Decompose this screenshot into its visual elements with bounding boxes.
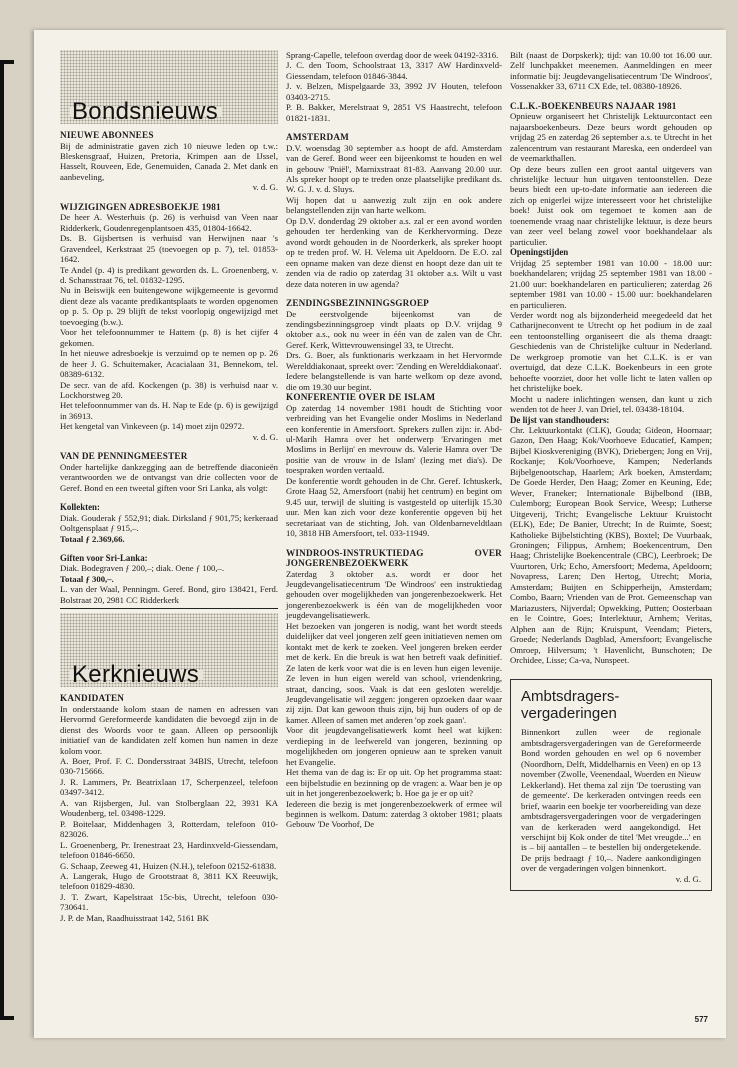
zendings-paragraph: Drs. G. Boer, als funktionaris werkzaam in het Hervormde Werelddiakonaat, spreekt over: 'Zending en Werelddiakonaat'. <box>286 350 502 371</box>
ambtsdragers-text: Binnenkort zullen weer de regionale ambtsdragersvergaderingen van de Gereformeerde Bond worden gehouden en wel op 6 november (Noordhorn, Delft, Middelharnis en Veen) en op 13 november (Zwolle, Veenendaal, Woerden en Nieuw Lekkerland). Het thema zal zijn 'De toerusting van de gemeente'. De kerkeraden ontvingen reeds een brief, waarin een boekje ter voorbereiding van deze ambtsdragersvergaderingen voor de vergaderingen van de kerkeraden werd aangekondigd. Het verschijnt bij Kok onder de titel 'Met vreugde...' en is – bij aantallen – te bestellen bij ondergetekende. De prijs bedraagt ƒ 10,–. Nadere aankondigingen over de vergaderingen volgen binnenkort. <box>521 727 701 874</box>
ambtsdragers-title <box>521 688 701 722</box>
page-number: 577 <box>694 1015 708 1024</box>
kerknieuws-title: Kerknieuws <box>70 670 203 680</box>
adresboekje-heading: WIJZIGINGEN ADRESBOEKJE 1981 <box>60 201 221 212</box>
abonnees-signature: v. d. G. <box>252 182 278 193</box>
beurs-paragraph: Opnieuw organiseert het Christelijk Lektuurcontact een najaarsboekenbeurs. Deze beurs wordt gehouden op vrijdag 25 en zaterdag 26 september a.s. te Utrecht in het zalencentrum van restaurant Mareska, een onderdeel van de veemarkthallen. <box>510 111 712 164</box>
kerknieuws-banner <box>60 613 278 687</box>
ambtsdragers-title-line2: vergaderingen <box>521 705 617 723</box>
kandidaat-entry: A. Boer, Prof. F. C. Dondersstraat 34BIS, Utrecht, telefoon 030-715666. <box>60 756 278 777</box>
openingstijden-text: Vrijdag 25 september 1981 van 10.00 - 18.00 uur: boekhandelaren; vrijdag 25 september 1981 van 18.00 - 21.00 uur: boekhandelaren en particulieren; zaterdag 26 september 1981 van 10.00 - 15.00 uur: boekhandelaren en particulieren. <box>510 257 712 310</box>
ambtsdragers-signature: v. d. G. <box>675 873 701 884</box>
penningmeester-text: Onder hartelijke dankzegging aan de betreffende diaconieën verantwoorden we de ontvangst van drie collecten voor de Geref. Bond en een tweetal giften voor Sri Lanka, als volgt: <box>60 461 278 493</box>
beurs-paragraph: Verder wordt nog als bijzonderheid meegedeeld dat het Catharijneconvent te Utrecht op het podium in de zaal een tentoonstelling organiseert die als thema draagt: Geschiedenis van de Christelijke cultuur in Nederland. De werkgroep promotie van het C.L.K. is er van overtuigd, dat deze C.L.K. Boekenbeurs in een grote behoefte voorziet, door het volle licht te laten vallen op het christelijke boek. <box>510 309 712 394</box>
kandidaat-entry: A. van Rijsbergen, Jul. van Stolberglaan 22, 3931 KA Woudenberg, tel. 03498-1229. <box>60 797 278 819</box>
amsterdam-heading: AMSTERDAM <box>286 132 350 143</box>
column-1 <box>60 50 278 923</box>
adresboekje-paragraph: Te Andel (p. 4) is predikant geworden ds. L. Groenenberg, v. d. Schansstraat 76, tel. 01832-1295. <box>60 264 278 285</box>
windroos-paragraph: Iedereen die bezig is met jongerenbezoekwerk of ermee wil beginnen is welkom. Datum: zaterdag 3 oktober 1981; plaats Gebouw 'De Voorhof, De <box>286 798 502 830</box>
collecten-total: Totaal ƒ 2.369,66. <box>60 533 125 544</box>
kandidaat-entry: L. Groenenberg, Pr. Irenestraat 23, Hardinxveld-Giessendam, telefoon 01846-6650. <box>60 839 278 861</box>
bondsnieuws-banner <box>60 50 278 124</box>
adresboekje-signature: v. d. G. <box>252 431 278 442</box>
binder-edge <box>0 60 14 1020</box>
islam-paragraph: De konferentie wordt gehouden in de Chr. Geref. Ichtuskerk, Grote Haag 52, Amersfoort (nabij het centrum) en begint om 9.45 uur, terwijl de sluiting is vastgesteld op uiterlijk 15.30 uur. Men kan zich voor deze konferentie opgeven bij het secretariaat van de stichting, Joh. van Oldenbarneveldtlaan 10, 3818 HB Amersfoort, tel. 033-11949. <box>286 475 502 539</box>
windroos-heading-left: WINDROOS-INSTRUKTIEDAG <box>286 547 424 558</box>
windroos-heading <box>286 548 502 559</box>
column-2 <box>286 50 502 830</box>
amsterdam-paragraph: D.V. woensdag 30 september a.s hoopt de afd. Amsterdam van de Geref. Bond weer een bijeenkomst te houden en wel in gebouw 'Pniël', Marnixstraat 81-83. Aanvang 20.00 uur. Als spreker hoopt op te treden onze plaatselijke predikant ds. W. G. J. v. d. Sluys. <box>286 142 502 195</box>
windroos-continued: Bilt (naast de Dorpskerk); tijd: van 10.00 tot 16.00 uur. Zelf lunchpakket meenemen. Aanmeldingen en meer informatie bij: Jeugdevangelisatiecentrum 'De Windroos', Vossenakker 33, 6711 CX Ede, tel. 08380-18926. <box>510 50 712 92</box>
penningmeester-signature: L. van der Waal, Penningm. Geref. Bond, giro 138421, Ferd. Bolstraat 20, 2981 CC Ridderkerk <box>60 584 278 605</box>
collecten-heading: Kollekten: <box>60 502 100 513</box>
kandidaat-entry: J. v. Belzen, Mispelgaarde 33, 3992 JV Houten, telefoon 03403-2715. <box>286 81 502 102</box>
kandidaat-entry: Sprang-Capelle, telefoon overdag door de week 04192-3316. <box>286 50 499 60</box>
kandidaat-entry: J. C. den Toom, Schoolstraat 13, 3317 AW Hardinxveld-Giessendam, telefoon 01846-3844. <box>286 60 502 81</box>
bondsnieuws-title: Bondsnieuws <box>70 107 222 117</box>
srilanka-heading: Giften voor Sri-Lanka: <box>60 552 148 563</box>
adresboekje-paragraph: De heer A. Westerhuis (p. 26) is verhuisd van Veen naar Ridderkerk, Goudenregenplantsoen 435, 01804-16642. <box>60 212 278 233</box>
amsterdam-paragraph: Wij hopen dat u aanwezig zult zijn en ook andere belangstellenden zijn van harte welkom. <box>286 194 502 216</box>
adresboekje-paragraph: Voor het telefoonnummer te Hattem (p. 8) is het cijfer 4 gekomen. <box>60 327 278 348</box>
zendings-paragraph: De eerstvolgende bijeenkomst van de zendingsbezinningsgroep vindt plaats op D.V. vrijdag 9 oktober a.s., ook nu weer in één van de zalen van de Chr. Geref. Kerk, Wittevrouwensingel 33, te Utrecht. <box>286 308 502 350</box>
srilanka-text: Diak. Bodegraven ƒ 200,–; diak. Oene ƒ 100,–. <box>60 563 225 574</box>
windroos-heading-line2: JONGERENBEZOEKWERK <box>286 558 409 569</box>
adresboekje-paragraph: Ds. B. Gijsbertsen is verhuisd van Herwijnen naar 's Gravendeel, Kerkstraat 25 (toevoegen op p. 7), tel. 01853-1642. <box>60 233 278 265</box>
kandidaat-entry: J. R. Lammers, Pr. Beatrixlaan 17, Scherpenzeel, telefoon 03497-3412. <box>60 776 278 798</box>
kandidaat-entry: G. Schaap, Zeeweg 41, Huizen (N.H.), telefoon 02152-61838. <box>60 860 277 871</box>
zendings-paragraph: Iedere belangstellende is van harte welkom op deze avond, die om 19.30 uur begint. <box>286 371 502 392</box>
standhouders-heading: De lijst van standhouders: <box>510 414 610 425</box>
adresboekje-paragraph: In het nieuwe adresboekje is verzuimd op te nemen op p. 26 de heer J. G. Schuitemaker, Acacialaan 31, Bennekom, tel. 08389-6132. <box>60 348 278 380</box>
abonnees-text: Bij de administratie gaven zich 10 nieuwe leden op t.w.: Bleskensgraaf, Huizen, Pretoria, Krimpen aan de IJssel, Hasselt, Rouveen, Ede, Genemuiden, Canada 2. Met dank en aanbeveling, <box>60 140 278 182</box>
beurs-paragraph: Mocht u nadere inlichtingen wensen, dan kunt u zich wenden tot de heer J. van Driel, tel. 03438-18104. <box>510 393 712 415</box>
kandidaat-entry: A. Langerak, Hugo de Grootstraat 8, 3811 KX Reeuwijk, telefoon 01829-4830. <box>60 871 278 892</box>
kandidaten-intro: In onderstaande kolom staan de namen en adressen van Hervormd Gereformeerde kandidaten die bevoegd zijn in de dienst des Woords voor te gaan. Alleen op persoonlijk initiatief van de kandidaten zelf komen hun namen in deze kolom voor. <box>60 703 278 756</box>
collecten-text: Diak. Gouderak ƒ 552,91; diak. Dirksland ƒ 901,75; kerkeraad Ooltgensplaat ƒ 915,–. <box>60 512 278 534</box>
standhouders-list: Chr. Lektuurkontakt (CLK), Gouda; Gideon, Hoornaar; Gazon, Den Haag; Kok/Voorhoeve Educatief, Kampen; Bijbel Kioskvereniging (BVK), Driebergen; Jong en Vrij, Rockanje; Kok/Voorhoeve, Kampen; Nederlands Bijbelgenootschap, Haarlem; Ark boeken, Amsterdam; De Goede Herder, Den Haag; Zomer en Keuning, Ede; Wever, Franeker; Internationale Bijbelbond (IBB, Culemborg; European Book Service, Weesp; Lutherse Uitgeverij, Tricht; Evangelische Lektuur Kruistocht (ELK), Ede; De Banier, Utrecht; In de Ruimte, Soest; Katholieke Bijbelstichting (KBS), Boxtel; De Vuurbaak, Groningen; Filippus, Arnhem; Boekencentrum, Den Haag; Christelijke Boekencentrale (CBC), Leerbroek; De Vuurtoren, Urk; Echo, Amersfoort; Medema, Apeldoorn; Novapress, Laren; Den Hertog, Utrecht; Moria, Amsterdam; Buijten en Schipperheijn, Amsterdam; Combo, Baarn; Vrienden van de Prot. Gemeenschap van Mariazusters, Nijverdal; Opwekking, Putten; Oosterbaan en le Cointre, Goes; Interlektuur, Arnhem; Veritas, Alphen aan de Rijn; Kruispunt, Veendam; Pieters, Groede; Nederlands Dagblad, Amersfoort; Evangelische Omroep, Hilversum; 't Havenlicht, Bunschoten; De Orchidee, Lisse; Ca-va, Nunspeet. <box>510 425 712 665</box>
kandidaten-heading: KANDIDATEN <box>60 693 125 704</box>
islam-heading: KONFERENTIE OVER DE ISLAM <box>286 392 436 403</box>
amsterdam-paragraph: Op D.V. donderdag 29 oktober a.s. zal er een avond worden gehouden ter herdenking van de Kerkhervorming. Deze avond wordt gehouden in de Noorderkerk, als spreker hoopt op te treden prof. W. H. Velema uit Apeldoorn. De E.O. zal een opname maken van deze dienst en hoopt deze dan uit te zenden via de radio op zaterdag 31 oktober a.s. Wilt u vast deze data noteren in uw agenda? <box>286 215 502 289</box>
islam-paragraph: Op zaterdag 14 november 1981 houdt de Stichting voor verbreiding van het Evangelie onder Moslims in Nederland een konferentie in Amersfoort. Sprekers zullen zijn: ir. Abd-ul-Marih Hamra over het onderwerp 'Ervaringen met Moslims in Berlijn' en mevrouw ds. Valerie Hamra over 'De positie van de vrouw in de Islam' (lezing met dia's). De toespraken worden vertaald. <box>286 402 502 476</box>
srilanka-total: Totaal ƒ 300,–. <box>60 573 114 584</box>
beurs-paragraph: Op deze beurs zullen een groot aantal uitgevers van christelijke lectuur hun uitgaven tentoonstellen. Deze beurs biedt een up-to-date informatie aan iedereen die zich op enigerlei wijze interesseert voor het christelijke boek! Juist ook om tegemoet te komen aan de toenemende vraag naar christelijke lektuur, is deze beurs van zeer veel belang zowel voor boekhandelaar als particulier. <box>510 163 712 247</box>
adresboekje-paragraph: De secr. van de afd. Kockengen (p. 38) is verhuisd naar v. Lockhorstweg 20. <box>60 379 278 400</box>
penningmeester-heading: VAN DE PENNINGMEESTER <box>60 451 188 462</box>
windroos-paragraph: Het bezoeken van jongeren is nodig, want het wordt steeds duidelijker dat veel jongeren zelf geen initiatieven nemen om kontakt met de kerk te zoeken. Veel jongeren breken eerder met de kerk. En die breuk is wat hen betreft vaak definitief. Ze laten de kerk voor wat die is en leven hun eigen levenije. Ze leven in hun eigen wereld van school, vriendenkring, straat, dancing, soos. Vaak is dat een gesloten wereldje. Jeugdevangelisatie wil zeggen: jongeren opzoeken daar waar zij zijn. Dat kan gewoon thuis zijn, bij hun ouders of op de kamer. Alleen of samen met anderen 'op zoek gaan'. <box>286 620 502 725</box>
ambtsdragers-title-line1: Ambtsdragers- <box>521 688 620 706</box>
windroos-paragraph: Zaterdag 3 oktober a.s. wordt er door het Jeugdevangelisatiecentrum 'De Windroos' een instruktiedag gehouden over mogelijkheden van jongerenbezoekwerk. Het jongerenbezoekwerk is één van de mogelijkheden voor jeugdevangelisatiewerk. <box>286 568 502 621</box>
zendings-heading: ZENDINGSBEZINNINGSGROEP <box>286 298 429 309</box>
kandidaat-entry: P. Boitelaar, Middenhagen 3, Rotterdam, telefoon 010-823026. <box>60 818 278 840</box>
kandidaat-entry: P. B. Bakker, Merelstraat 9, 2851 VS Haastrecht, telefoon 01821-1831. <box>286 102 502 123</box>
openingstijden-heading: Openingstijden <box>510 247 569 258</box>
kandidaat-entry: J. T. Zwart, Kapelstraat 15c-bis, Utrecht, telefoon 030-730641. <box>60 891 278 913</box>
adresboekje-paragraph: Het kengetal van Vinkeveen (p. 14) moet zijn 02972. <box>60 421 245 432</box>
beurs-heading: C.L.K.-BOEKENBEURS NAJAAR 1981 <box>510 100 677 111</box>
windroos-paragraph: Het thema van de dag is: Er op uit. Op het programma staat: een bijbelstudie en bezinning op de vragen: a. Waar ben je op uit in het jongerenbezoekwerk; b. Hoe ga je er op uit? <box>286 767 502 799</box>
column-3 <box>510 50 712 891</box>
section-divider <box>60 608 278 609</box>
kandidaat-entry: J. P. de Man, Raadhuisstraat 142, 5161 BK <box>60 912 209 923</box>
abonnees-heading: NIEUWE ABONNEES <box>60 130 154 140</box>
windroos-heading-right: OVER <box>474 547 502 558</box>
ambtsdragers-box <box>510 679 712 891</box>
windroos-paragraph: Voor dit jeugdevangelisatiewerk komt heel wat kijken: verdieping in de leefwereld van jongeren, bezinning op mogelijkheden om jongeren opnieuw aan te spreken vanuit het Evangelie. <box>286 725 502 767</box>
adresboekje-paragraph: Het telefoonnummer van ds. H. Nap te Ede (p. 6) is gewijzigd in 36913. <box>60 400 278 421</box>
adresboekje-paragraph: Nu in Beiswijk een buitengewone wijkgemeente is gevormd dient deze als vacante predikantsplaats te worden opgenomen op p. 5. Op p. 29 blijft de tekst voorlopig ongewijzigd met toevoeging (b.w.). <box>60 285 278 327</box>
magazine-page <box>34 30 726 1038</box>
